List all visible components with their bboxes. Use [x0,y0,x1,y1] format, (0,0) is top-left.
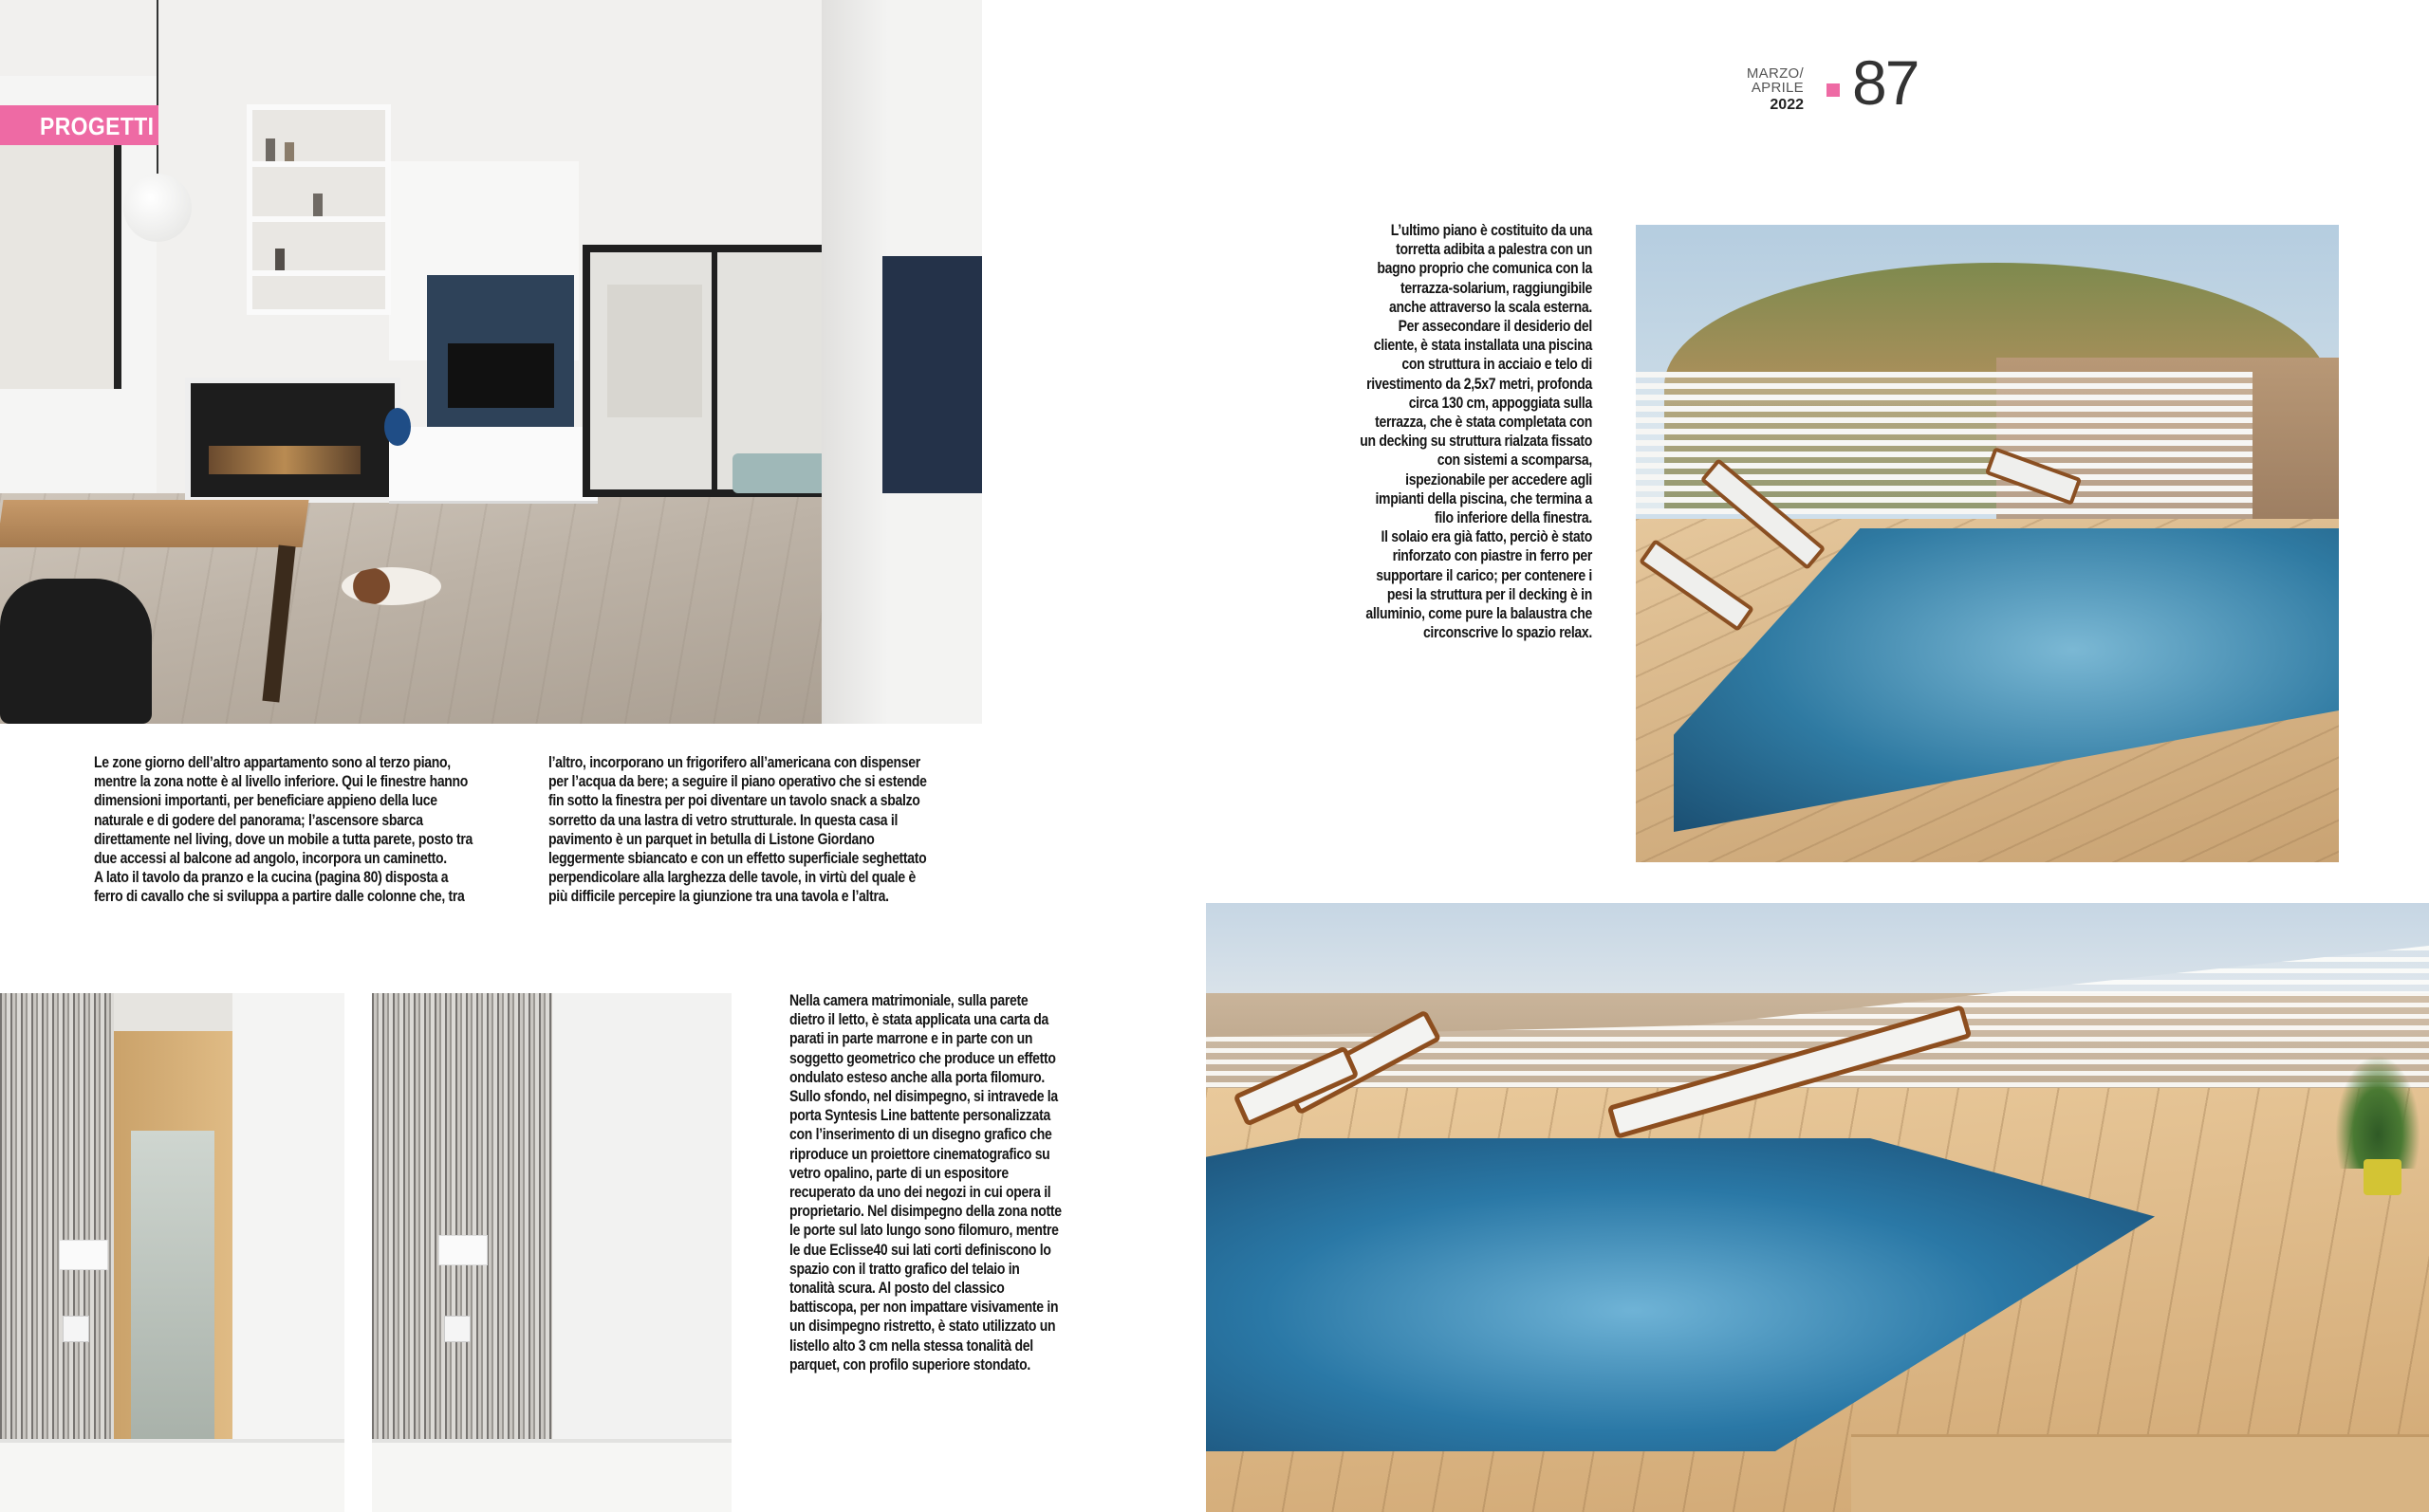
bedroom-photo-right [372,993,732,1512]
page-number: 87 [1852,47,1919,118]
rooftop-pool-photo-bottom [1206,903,2429,1512]
issue-month: MARZO/ APRILE [1746,65,1804,96]
section-tag [0,105,158,145]
rooftop-paragraph: L’ultimo piano è costituito da una torretta adibita a palestra con un bagno proprio che comunica con la terrazza-solarium, raggiungibile anche attraverso la scala esterna. Per assecondare il desiderio del cliente, è stata installata una piscina con struttura in acciaio e telo di rivestimento da 2,5x7 metri, profonda circa 130 cm, appoggiata sulla terrazza, che è stata completata con un decking su struttura rialzata fissato con sistemi a scomparsa, ispezionabile per accedere agli impianti della piscina, che termina a filo inferiore della finestra. Il solaio era già fatto, perciò è stato rinforzato con piastre in ferro per supportare il carico; per contenere i pesi la struttura per il decking è in alluminio, come pure la balaustra che circonscrive lo spazio relax. [1360,222,1592,642]
bedroom-photo-left [0,993,344,1512]
bedroom-paragraph: Nella camera matrimoniale, sulla parete dietro il letto, è stata applicata una carta da parati in parte marrone e in parte con un soggetto geometrico che produce un effetto ondulato esteso anche alla porta filomuro. Sullo sfondo, nel disimpegno, si intravede la porta Syntesis Line battente personalizzata con l’inserimento di un disegno grafico che riproduce un proiettore cinematografico su vetro opalino, parte di un espositore recuperato da uno dei negozi in cui opera il proprietario. Nel disimpegno della zona notte le porte sul lato lungo sono filomuro, mentre le due Eclisse40 sui lati corti definiscono lo spazio con il tratto grafico del telaio in tonalità scura. Al posto del classico battiscopa, per non impattare visivamente in un disimpegno ristretto, è stato utilizzato un listello alto 3 cm nella stessa tonalità del parquet, con profilo superiore stondato. [789,992,1062,1374]
section-tag-label: PROGETTI [40,112,155,140]
living-paragraph-col2: l’altro, incorporano un frigorifero all’americana con dispenser per l’acqua da bere; a seguire il piano operativo che si estende fin sotto la finestra per poi diventare un tavolo snack a sbalzo sorretto da una lastra di vetro strutturale. In questa casa il pavimento è un parquet in betulla di Listone Giordano leggermente sbiancato e con un effetto superficiale seghettato perpendicolare alla larghezza delle tavole, in virtù del quale è più difficile percepire la giunzione tra una tavola e l’altra. [548,754,927,906]
living-paragraph-col1: Le zone giorno dell’altro appartamento sono al terzo piano, mentre la zona notte è al livello inferiore. Qui le finestre hanno dimensioni importanti, per beneficiare appieno della luce naturale e di godere del panorama; l’ascensore sbarca direttamente nel living, dove un mobile a tutta parete, posto tra due accessi al balcone ad angolo, incorpora un caminetto. A lato il tavolo da pranzo e la cucina (pagina 80) disposta a ferro di cavallo che si sviluppa a partire dalle colonne che, tra [94,754,473,906]
rooftop-pool-photo-top [1636,225,2339,862]
folio-square-icon [1826,83,1840,97]
issue-year: 2022 [1770,97,1804,113]
